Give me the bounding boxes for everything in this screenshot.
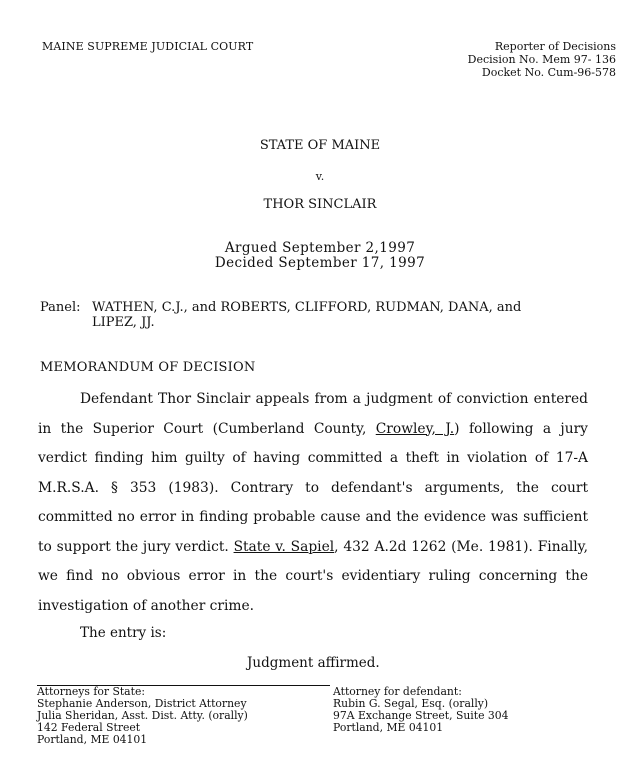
entry-label: The entry is: <box>80 625 167 641</box>
attorney-for-defendant <box>333 686 509 734</box>
state-attorney-line: Julia Sheridan, Asst. Dist. Atty. (orally) <box>37 709 248 722</box>
defendant-attorney-line: Rubin G. Segal, Esq. (orally) <box>333 697 489 710</box>
versus: v. <box>315 170 325 183</box>
body-text-3: , 432 A.2d 1262 (Me. 1981). Finally, we find no obvious error in the court's evidentiary ruling concerning the investigation of another crime. <box>38 538 588 614</box>
decision-number: Decision No. Mem 97- 136 <box>467 53 616 66</box>
decided-date: Decided September 17, 1997 <box>214 255 426 271</box>
memorandum-title: MEMORANDUM OF DECISION <box>40 360 256 375</box>
reporter-block <box>468 40 616 79</box>
body-text-2: ) following a jury verdict finding him guilty of having committed a theft in violation of 17-A M.R.S.A. § 353 (1983). Contrary to defendant's arguments, the court committed no error in finding probable cause and the evidence was sufficient to support the jury verdict. <box>38 420 588 555</box>
reporter-of-decisions: Reporter of Decisions <box>494 40 616 53</box>
panel-judges-line1: WATHEN, C.J., and ROBERTS, CLIFFORD, RUDMAN, DANA, and <box>92 300 522 315</box>
defendant-attorney-line: 97A Exchange Street, Suite 304 <box>333 709 509 722</box>
defendant-name: THOR SINCLAIR <box>263 197 377 212</box>
state-attorney-line: Stephanie Anderson, District Attorney <box>37 697 247 710</box>
case-citation: State v. Sapiel <box>233 538 335 555</box>
state-attorneys-heading: Attorneys for State: <box>37 685 145 698</box>
docket-number: Docket No. Cum-96-578 <box>481 66 616 79</box>
attorneys-for-state <box>37 686 248 746</box>
panel <box>40 300 521 330</box>
decision-body <box>38 385 588 621</box>
defendant-attorney-heading: Attorney for defendant: <box>333 685 462 698</box>
panel-judges-line2: LIPEZ, JJ. <box>92 315 155 330</box>
body-text-1: Defendant Thor Sinclair appeals from a judgment of conviction entered in the Superior Court (Cumberland County, <box>38 391 588 437</box>
argued-date: Argued September 2,1997 <box>224 240 416 256</box>
state-attorney-line: Portland, ME 04101 <box>37 733 148 746</box>
judgment: Judgment affirmed. <box>247 655 380 671</box>
state-attorney-line: 142 Federal Street <box>37 721 141 734</box>
court-name: MAINE SUPREME JUDICIAL COURT <box>42 40 254 53</box>
judge-name: Crowley, J. <box>375 420 455 437</box>
plaintiff-name: STATE OF MAINE <box>259 138 381 153</box>
panel-label: Panel: <box>40 300 81 315</box>
defendant-attorney-line: Portland, ME 04101 <box>333 721 444 734</box>
